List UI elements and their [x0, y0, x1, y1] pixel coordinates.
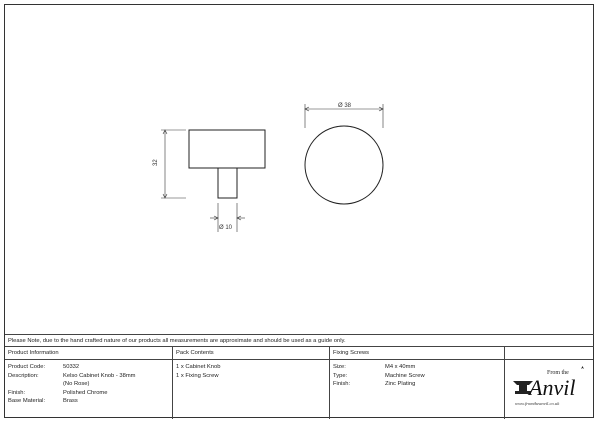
stem-dim-label: Ø 10 — [219, 225, 233, 231]
logo-from-the: From the — [547, 370, 569, 376]
screw-key: Type: — [333, 372, 348, 379]
info-key: Base Material: — [8, 398, 46, 404]
screw-value: M4 x 40mm — [385, 364, 416, 370]
info-value: Polished Chrome — [63, 389, 108, 396]
info-value: (No Rose) — [63, 381, 90, 387]
info-key: Product Code: — [8, 364, 46, 370]
logo-brand: Anvil — [529, 375, 576, 400]
info-row — [5, 363, 172, 372]
diameter-dim-label: Ø 38 — [338, 103, 352, 109]
product-information-panel — [5, 347, 173, 419]
screw-row — [330, 380, 504, 389]
info-value: Kelso Cabinet Knob - 38mm — [63, 372, 136, 379]
logo-panel — [505, 347, 593, 419]
info-key — [8, 380, 63, 389]
screw-row — [330, 372, 504, 381]
info-value: 50332 — [63, 364, 80, 370]
knob-stem-side — [218, 168, 237, 198]
info-row — [5, 389, 172, 398]
pack-item: 1 x Cabinet Knob — [176, 364, 221, 370]
anvil-logo — [505, 359, 593, 419]
height-dimension — [161, 130, 186, 198]
pack-item: 1 x Fixing Screw — [176, 372, 219, 379]
pack-contents-panel — [173, 347, 330, 419]
screw-value: Machine Screw — [385, 372, 425, 379]
fixing-screws-panel — [330, 347, 505, 419]
info-row — [5, 397, 172, 406]
screw-value: Zinc Plating — [385, 381, 416, 387]
disclaimer-note: Please Note, due to the hand crafted nature of our products all measurements are approximate and should be used as a guide only. — [5, 334, 594, 347]
screw-key: Size: — [333, 364, 346, 370]
knob-face-front — [305, 126, 383, 204]
pack-contents-title: Pack Contents — [173, 347, 329, 360]
info-row — [5, 380, 172, 389]
fixing-screws-title: Fixing Screws — [330, 347, 504, 360]
star-icon — [581, 366, 584, 369]
info-value: Brass — [63, 398, 78, 404]
info-key: Description: — [8, 372, 39, 379]
knob-head-side — [189, 130, 265, 168]
height-dim-label: 32 — [153, 159, 159, 166]
logo-url: www.fromtheanvil.co.uk — [515, 401, 560, 406]
info-key: Finish: — [8, 389, 26, 396]
screw-row — [330, 363, 504, 372]
info-row — [5, 372, 172, 381]
screw-key: Finish: — [333, 381, 351, 387]
product-information-title: Product Information — [5, 347, 172, 360]
